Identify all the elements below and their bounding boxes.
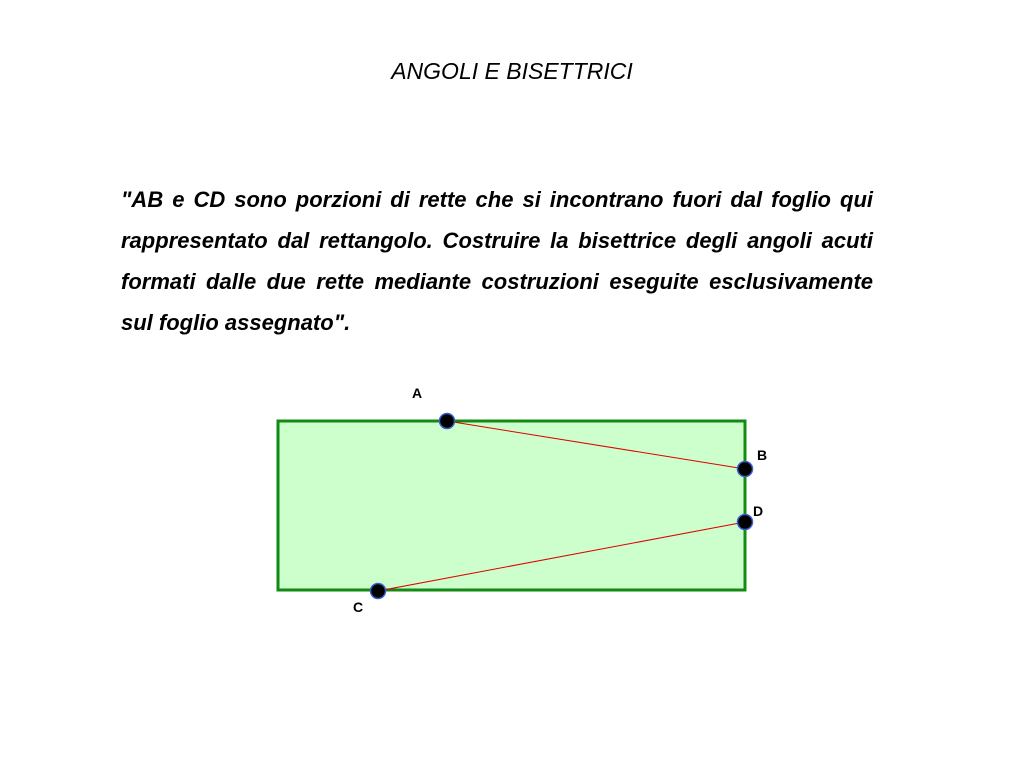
point-d <box>738 515 753 530</box>
slide-title: ANGOLI E BISETTRICI <box>391 58 633 84</box>
problem-statement: "AB e CD sono porzioni di rette che si incontrano fuori dal foglio qui rappresentato dal rettangolo. Costruire la bisettrice degli angoli acuti formati dalle due rette mediante costruzioni eseguite esclusivamente sul foglio assegnato". <box>121 187 873 335</box>
point-a <box>440 414 455 429</box>
point-b <box>738 462 753 477</box>
point-label-d: D <box>752 503 764 519</box>
point-label-b: B <box>756 447 768 463</box>
point-label-a: A <box>411 385 423 401</box>
point-c <box>371 584 386 599</box>
sheet-rectangle <box>278 421 745 590</box>
point-label-c: C <box>352 599 364 615</box>
